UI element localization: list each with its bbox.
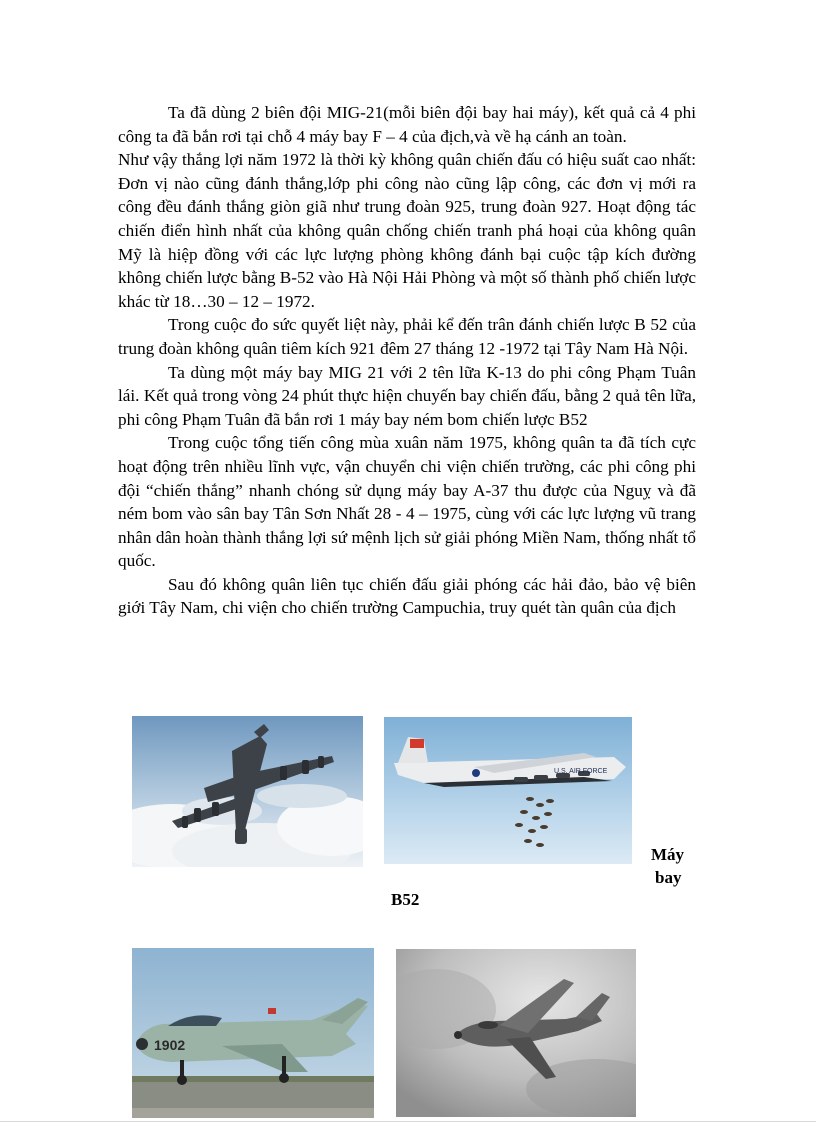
paragraph: Sau đó không quân liên tục chiến đấu giải phóng các hải đảo, bảo vệ biên giới Tây Nam, chi viện cho chiến trường Campuchia, truy quét tàn quân của địch [118, 574, 696, 618]
body-text [118, 101, 696, 620]
paragraph: Trong cuộc đo sức quyết liệt này, phải kể đến trân đánh chiến lược B 52 của trung đoàn không quân tiêm kích 921 đêm 27 tháng 12 -1972 tại Tây Nam Hà Nội. [118, 315, 696, 358]
caption-line-1: Máy [651, 845, 685, 864]
paragraph: Ta dùng một máy bay MIG 21 với 2 tên lữa K-13 do phi công Phạm Tuân lái. Kết quả trong vòng 24 phút thực hiện chuyến bay chiến đấu, bằng 2 quả tên lữa, phi công Phạm Tuân đã bắn rơi 1 máy bay ném bom chiến lược B52 [118, 362, 696, 429]
b52-bombing-photo [384, 717, 632, 864]
b52-overhead-photo [132, 716, 363, 867]
caption-line-3: B52 [391, 890, 420, 909]
caption-line-2: bay [655, 868, 682, 887]
paragraph: Như vậy thắng lợi năm 1972 là thời kỳ không quân chiến đấu có hiệu suất cao nhất: Đơn vị nào cũng đánh thắng,lớp phi công nào cũng lập công, các đơn vị mới ra công đều đánh thắng giòn giã như trung đoàn 925, trung đoàn 927. Hoạt động tác chiến điển hình nhất của không quân chống chiến tranh phá hoại của không quân Mỹ là hiệp đồng với các lực lượng phòng không đánh bại cuộc tập kích đường không chiến lược bằng B-52 vào Hà Nội Hải Phòng và một số thành phố chiến lược khác từ 18…30 – 12 – 1972. [118, 150, 696, 311]
paragraph: Trong cuộc tổng tiến công mùa xuân năm 1975, không quân ta đã tích cực hoạt động trên nhiều lĩnh vực, vận chuyển chi viện chiến trường, các phi công phi đội “chiến thắng” nhanh chóng sử dụng máy bay A-37 thu được của Nguỵ và đã ném bom vào sân bay Tân Sơn Nhất 28 - 4 – 1975, cùng với các lực lượng vũ trang nhân dân hoàn thành thắng lợi sứ mệnh lịch sử giải phóng Miền Nam, thống nhất tổ quốc. [118, 433, 696, 571]
page-bottom-rule [0, 1121, 816, 1122]
paragraph: Ta đã dùng 2 biên đội MIG-21(mỗi biên đội bay hai máy), kết quả cả 4 phi công ta đã bắn rơi tại chỗ 4 máy bay F – 4 của địch,và về hạ cánh an toàn. [118, 103, 696, 146]
mig-flight-photo [396, 949, 636, 1117]
usaf-marking: U.S. AIR FORCE [554, 768, 608, 775]
mig-tail-number: 1902 [154, 1037, 186, 1053]
mig-ground-photo [132, 948, 374, 1118]
